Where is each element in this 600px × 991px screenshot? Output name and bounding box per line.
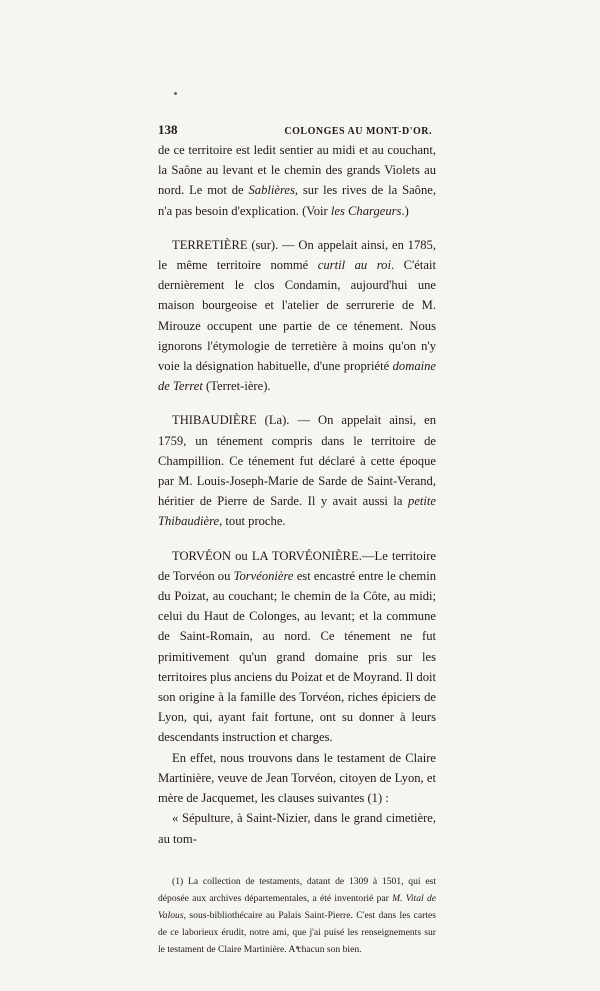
book-page — [158, 122, 436, 958]
page-number: 138 — [158, 122, 178, 137]
quotation-start — [158, 808, 436, 848]
text-run: TERRETIÈRE (sur). — On appelait ainsi, en 1785, le même territoire nommé — [158, 237, 436, 273]
italic-text: domaine de Terret — [158, 359, 436, 394]
text-run: , sur les rives de la Saône, n'a pas besoin d'explication. (Voir — [158, 183, 436, 218]
italic-text: Torvéonière — [233, 568, 294, 583]
footnotes — [158, 873, 436, 958]
italic-text: petite Thibaudière — [158, 494, 436, 529]
running-head — [158, 122, 436, 138]
text-run: est encastré entre le chemin du Poizat, au couchant; le chemin de la Côte, au midi; celui du Haut de Colonges, au levant; et la commune de Saint-Romain, au nord. Ce ténement ne fut primitivement qu'un grand domaine pris sur les territoires plus anciens du Poizat et de Moyrand. Il doit son origine à la famille des Torvéon, riches épiciers de Lyon, qui, ayant fait fortune, ont su donner à leurs descendants instruction et charges. — [158, 568, 437, 745]
italic-text: curtil au roi — [317, 258, 391, 273]
ink-speck — [174, 92, 177, 95]
paragraph — [158, 140, 436, 221]
text-run: (1) La collection de testaments, datant de 1309 à 1501, qui est déposée aux archives départementales, a été inventorié par — [158, 875, 436, 904]
text-run: . C'était dernièrement le clos Condamin, aujourd'hui une maison bourgeoise et l'atelier de serrurerie de M. Mirouze occupent une partie de ce ténement. Nous ignorons l'étymologie de terretière à moins qu'on n'y voie la désignation habituelle, d'une propriété — [158, 258, 436, 374]
paragraph-terretiere — [158, 235, 436, 397]
text-run: .) — [401, 203, 409, 218]
text-run: THIBAUDIÈRE (La). — On appelait ainsi, en 1759, un ténement compris dans le territoire de Champillion. Ce ténement fut déclaré à cette époque par M. Louis-Joseph-Marie de Sarde de Saint-Verand, héritier de Pierre de Sarde. Il y avait aussi la — [158, 413, 436, 509]
text-run: de ce territoire est ledit sentier au midi et au couchant, la Saône au levant et le chemin des grands Violets au nord. Le mot de — [158, 143, 436, 198]
italic-text: M. Vital de Valous — [158, 892, 436, 921]
running-title: COLONGES AU MONT-D'OR. — [284, 126, 432, 137]
text-run: , sous-bibliothécaire au Palais Saint-Pierre. C'est dans les cartes de ce laborieux érudit, notre ami, que j'ai puisé les renseignements sur le testament de Claire Martinière. A chacun son bien. — [158, 909, 436, 955]
italic-text: Sablières — [248, 183, 295, 198]
paragraph-thibaudiere — [158, 410, 436, 531]
paragraph-torveon — [158, 546, 436, 748]
text-run: En effet, nous trouvons dans le testament de Claire Martinière, veuve de Jean Torvéon, citoyen de Lyon, et mère de Jacquemet, les clauses suivantes (1) : — [158, 750, 436, 806]
text-run: « Sépulture, à Saint-Nizier, dans le grand cimetière, au tom- — [158, 811, 436, 846]
text-run: , tout proche. — [219, 514, 286, 529]
italic-text: les Chargeurs — [330, 203, 402, 218]
footnote-1 — [158, 873, 436, 958]
body-text — [158, 140, 436, 849]
paragraph — [158, 748, 436, 809]
text-run: (Terret-ière). — [202, 379, 271, 394]
text-run: TORVÉON ou LA TORVÉONIÈRE.—Le territoire de Torvéon ou — [158, 548, 436, 583]
